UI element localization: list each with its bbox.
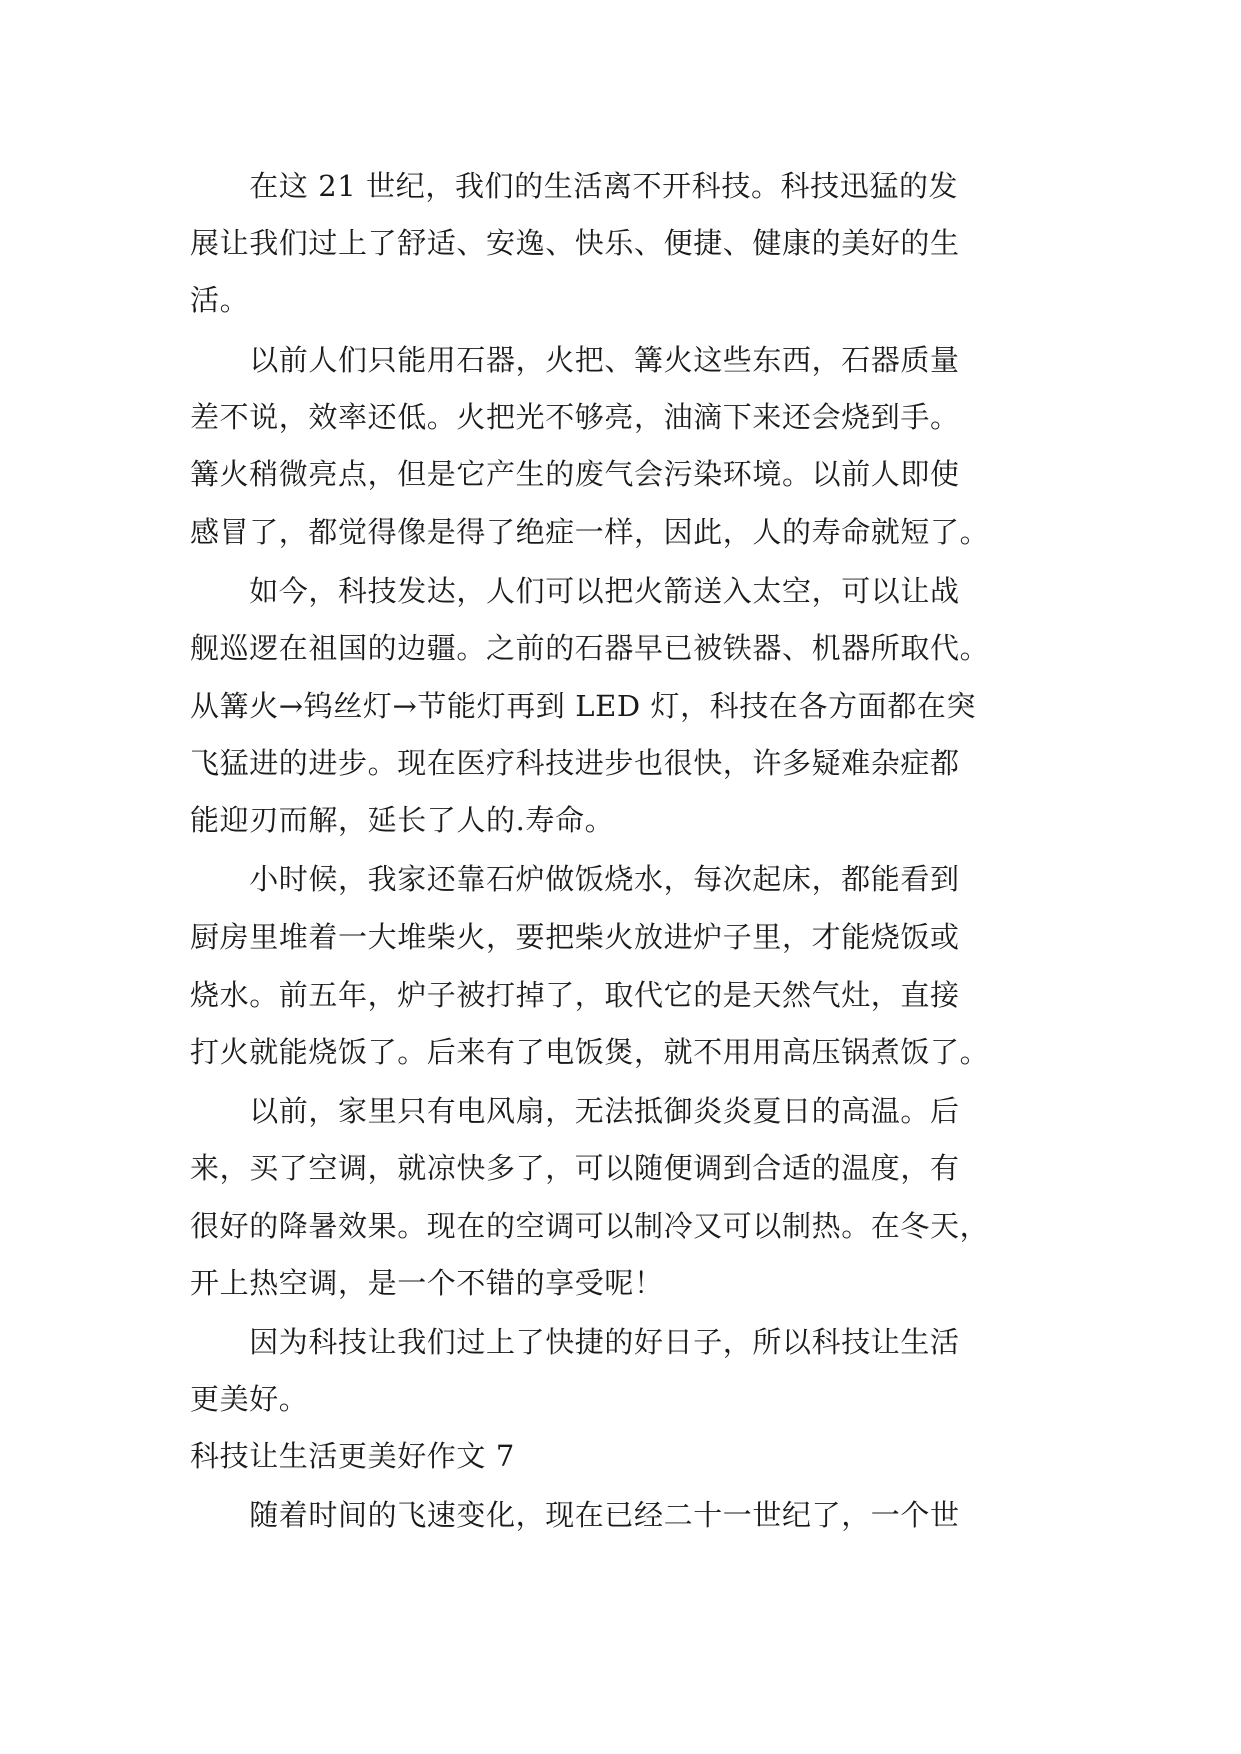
text-line: 随着时间的飞速变化，现在已经二十一世纪了，一个世: [190, 1498, 960, 1532]
text-line: 小时候，我家还靠石炉做饭烧水，每次起床，都能看到: [190, 862, 960, 896]
text-line: 能迎刃而解，延长了人的.寿命。: [190, 803, 615, 837]
text-line: 差不说，效率还低。火把光不够亮，油滴下来还会烧到手。: [190, 400, 960, 434]
text-line: 厨房里堆着一大堆柴火，要把柴火放进炉子里，才能烧饭或: [190, 920, 960, 954]
text-line: 打火就能烧饭了。后来有了电饭煲，就不用用高压锅煮饭了。: [190, 1035, 990, 1069]
text-line: 因为科技让我们过上了快捷的好日子，所以科技让生活: [190, 1325, 960, 1359]
text-line: 开上热空调，是一个不错的享受呢！: [190, 1266, 664, 1300]
text-line: 如今，科技发达，人们可以把火箭送入太空，可以让战: [190, 574, 960, 608]
section-heading: 科技让生活更美好作文 7: [190, 1439, 515, 1473]
text-line: 以前人们只能用石器，火把、篝火这些东西，石器质量: [190, 343, 960, 377]
text-line: 更美好。: [190, 1382, 309, 1416]
text-line: 展让我们过上了舒适、安逸、快乐、便捷、健康的美好的生: [190, 226, 960, 260]
text-line: 烧水。前五年，炉子被打掉了，取代它的是天然气灶，直接: [190, 978, 960, 1012]
text-line: 在这 21 世纪，我们的生活离不开科技。科技迅猛的发: [190, 169, 959, 203]
text-line: 飞猛进的进步。现在医疗科技进步也很快，许多疑难杂症都: [190, 746, 960, 780]
text-line: 活。: [190, 283, 250, 317]
text-line: 来，买了空调，就凉快多了，可以随便调到合适的温度，有: [190, 1151, 960, 1185]
text-line: 从篝火→钨丝灯→节能灯再到 LED 灯，科技在各方面都在突: [190, 689, 977, 723]
text-line: 舰巡逻在祖国的边疆。之前的石器早已被铁器、机器所取代。: [190, 631, 990, 665]
text-line: 很好的降暑效果。现在的空调可以制冷又可以制热。在冬天，: [190, 1209, 990, 1243]
text-line: 以前，家里只有电风扇，无法抵御炎炎夏日的高温。后: [190, 1094, 960, 1128]
text-line: 感冒了，都觉得像是得了绝症一样，因此，人的寿命就短了。: [190, 515, 990, 549]
text-line: 篝火稍微亮点，但是它产生的废气会污染环境。以前人即使: [190, 457, 960, 491]
